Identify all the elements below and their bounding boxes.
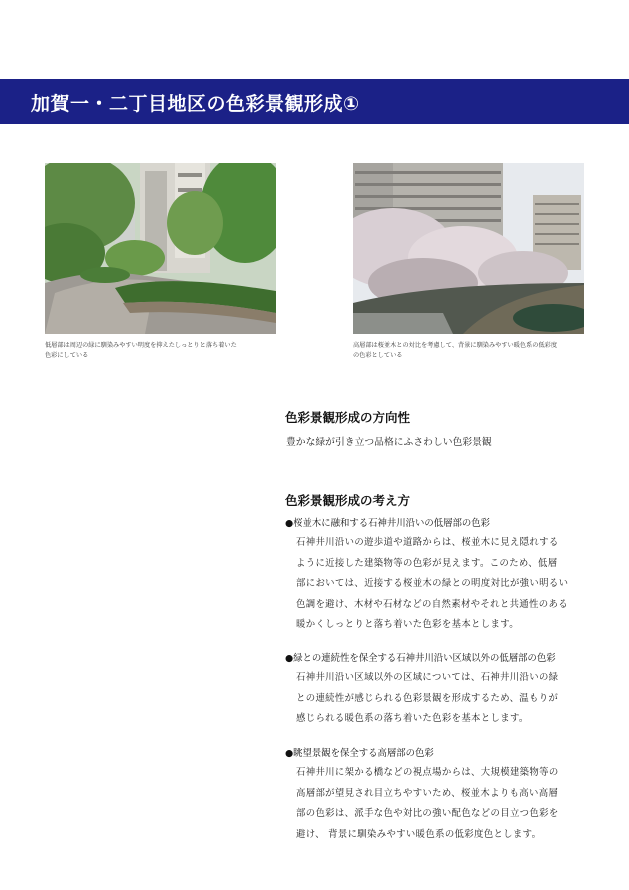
- title-banner: [0, 79, 629, 124]
- approach-item-line: 暖かくしっとりと落ち着いた色彩を基本とします。: [296, 619, 519, 631]
- approach-item-line: 色調を避け、木材や石材などの自然素材やそれと共通性のある: [296, 598, 568, 610]
- photo-caption-high-rise: [353, 341, 603, 360]
- caption-line: 高層部は桜並木との対比を考慮して、背景に馴染みやすい暖色系の低彩度: [353, 342, 558, 349]
- approach-item-line: との連続性が感じられる色彩景観を形成するため、温もりが: [296, 692, 559, 704]
- caption-line: 色彩にしている: [45, 351, 89, 359]
- page-title: 加賀一・二丁目地区の色彩景観形成①: [31, 93, 360, 115]
- approach-item-line: 石神井川に架かる橋などの視点場からは、大規模建築物等の: [296, 767, 559, 778]
- approach-item-line: 避け、 背景に馴染みやすい暖色系の低彩度色とします。: [296, 828, 542, 840]
- direction-text: 豊かな緑が引き立つ品格にふさわしい色彩景観: [286, 437, 492, 448]
- approach-item-green-continuity: [285, 649, 605, 730]
- approach-item-line: 部においては、近接する桜並木の緑との明度対比が強い明るい: [296, 578, 569, 590]
- approach-item-heading: ●眺望景観を保全する高層部の色彩: [285, 748, 434, 759]
- approach-item-heading: ●緑との連続性を保全する石神井川沿い区域以外の低層部の色彩: [285, 653, 556, 664]
- approach-item-heading: ●桜並木に融和する石神井川沿いの低層部の色彩: [285, 518, 491, 529]
- photo-low-rise-walkway: [45, 163, 276, 334]
- approach-item-line: 石神井川沿いの遊歩道や道路からは、桜並木に見え隠れする: [296, 537, 559, 548]
- photo-caption-low-rise: [45, 341, 285, 360]
- approach-heading: 色彩景観形成の考え方: [285, 493, 411, 508]
- approach-item-line: ように近接した建築物等の色彩が見えます。このため、低層: [296, 557, 558, 569]
- approach-item-line: 感じられる暖色系の落ち着いた色彩を基本とします。: [296, 713, 529, 725]
- caption-line: 低層部は周辺の緑に馴染みやすい明度を抑えたしっとりと落ち着いた: [45, 342, 237, 349]
- approach-item-cherry-low-rise: [285, 514, 605, 636]
- approach-item-line: 石神井川沿い区域以外の区域については、石神井川沿いの緑: [296, 672, 559, 683]
- approach-item-high-rise-view: [285, 744, 605, 845]
- photo-high-rise-cherry-trees: [353, 163, 584, 334]
- caption-line: の色彩としている: [353, 351, 403, 359]
- approach-item-line: 部の色彩は、派手な色や対比の強い配色などの目立つ色彩を: [296, 808, 559, 820]
- approach-item-line: 高層部が望見され目立ちやすいため、桜並木よりも高い高層: [296, 787, 559, 799]
- direction-heading: 色彩景観形成の方向性: [285, 410, 411, 425]
